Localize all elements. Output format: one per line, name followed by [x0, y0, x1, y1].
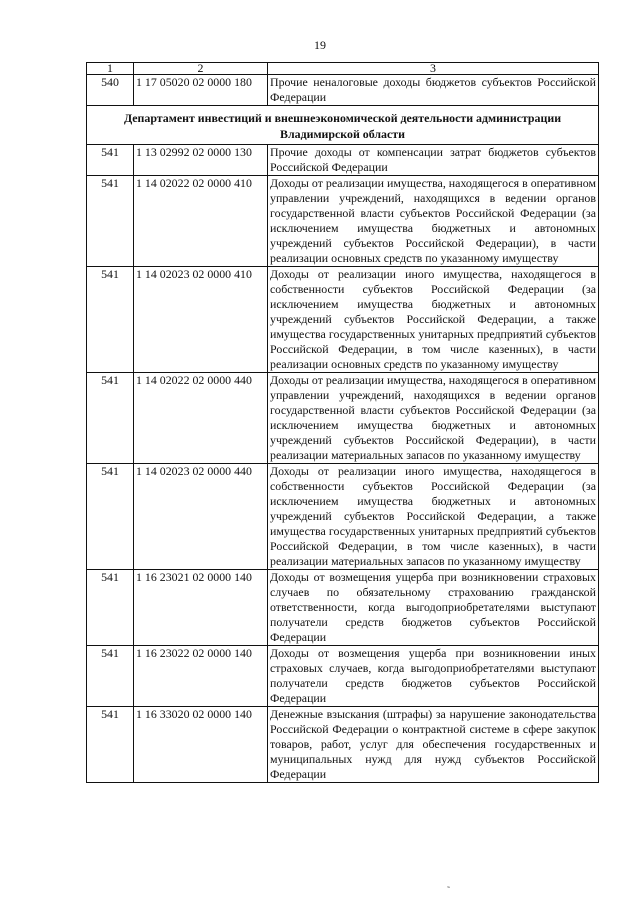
section-title: Департамент инвестиций и внешнеэкономической деятельности администрации Владимирской области — [87, 106, 599, 145]
page-number: 19 — [314, 38, 326, 52]
table-row — [87, 570, 599, 646]
table-row — [87, 373, 599, 464]
budget-code-cell: 1 14 02022 02 0000 410 — [134, 176, 268, 267]
description-cell: Доходы от возмещения ущерба при возникновении иных страховых случаев, когда выгодоприобретателями выступают получатели средств бюджетов субъектов Российской Федерации — [268, 646, 599, 707]
admin-code-cell: 541 — [87, 646, 134, 707]
admin-code-cell: 541 — [87, 267, 134, 373]
admin-code-cell: 541 — [87, 707, 134, 783]
budget-code-cell: 1 16 23021 02 0000 140 — [134, 570, 268, 646]
budget-code-cell: 1 16 33020 02 0000 140 — [134, 707, 268, 783]
table-row — [87, 145, 599, 176]
scan-mark: ˜ — [447, 885, 450, 895]
budget-code-cell: 1 17 05020 02 0000 180 — [134, 75, 268, 106]
budget-code-cell: 1 14 02023 02 0000 410 — [134, 267, 268, 373]
admin-code-cell: 541 — [87, 464, 134, 570]
column-header-1: 1 — [87, 63, 134, 75]
column-header-3: 3 — [268, 63, 599, 75]
column-header-2: 2 — [134, 63, 268, 75]
admin-code-cell: 541 — [87, 176, 134, 267]
budget-code-cell: 1 14 02023 02 0000 440 — [134, 464, 268, 570]
description-cell: Прочие неналоговые доходы бюджетов субъектов Российской Федерации — [268, 75, 599, 106]
budget-code-cell: 1 16 23022 02 0000 140 — [134, 646, 268, 707]
budget-code-cell: 1 14 02022 02 0000 440 — [134, 373, 268, 464]
budget-code-cell: 1 13 02992 02 0000 130 — [134, 145, 268, 176]
description-cell: Доходы от реализации имущества, находящегося в оперативном управлении учреждений, находящихся в ведении органов государственной власти субъектов Российской Федерации (за исключением имущества бюджетных и автономных учреждений субъектов Российской Федерации), в части реализации основных средств по указанному имуществу — [268, 176, 599, 267]
table-row — [87, 75, 599, 106]
table-row — [87, 176, 599, 267]
admin-code-cell: 541 — [87, 373, 134, 464]
table-row — [87, 464, 599, 570]
admin-code-cell: 541 — [87, 570, 134, 646]
table-row — [87, 267, 599, 373]
admin-code-cell: 540 — [87, 75, 134, 106]
description-cell: Доходы от возмещения ущерба при возникновении страховых случаев по обязательному страхованию гражданской ответственности, когда выгодоприобретателями выступают получатели средств бюджетов субъектов Российской Федерации — [268, 570, 599, 646]
description-cell: Денежные взыскания (штрафы) за нарушение законодательства Российской Федерации о контрактной системе в сфере закупок товаров, работ, услуг для обеспечения государственных и муниципальных нужд для нужд субъектов Российской Федерации — [268, 707, 599, 783]
admin-code-cell: 541 — [87, 145, 134, 176]
section-header-row — [87, 106, 599, 145]
table-row — [87, 646, 599, 707]
description-cell: Доходы от реализации иного имущества, находящегося в собственности субъектов Российской Федерации (за исключением имущества бюджетных и автономных учреждений субъектов Российской Федерации, а также имущества государственных унитарных предприятий субъектов Российской Федерации, в том числе казенных), в части реализации основных средств по указанному имуществу — [268, 267, 599, 373]
table-header-row — [87, 63, 599, 75]
description-cell: Доходы от реализации иного имущества, находящегося в собственности субъектов Российской Федерации (за исключением имущества бюджетных и автономных учреждений субъектов Российской Федерации, а также имущества государственных унитарных предприятий субъектов Российской Федерации, в том числе казенных), в части реализации материальных запасов по указанному имуществу — [268, 464, 599, 570]
description-cell: Прочие доходы от компенсации затрат бюджетов субъектов Российской Федерации — [268, 145, 599, 176]
table-row — [87, 707, 599, 783]
revenue-table — [86, 62, 599, 783]
description-cell: Доходы от реализации имущества, находящегося в оперативном управлении учреждений, находящихся в ведении органов государственной власти субъектов Российской Федерации (за исключением имущества бюджетных и автономных учреждений субъектов Российской Федерации), в части реализации материальных запасов по указанному имуществу — [268, 373, 599, 464]
